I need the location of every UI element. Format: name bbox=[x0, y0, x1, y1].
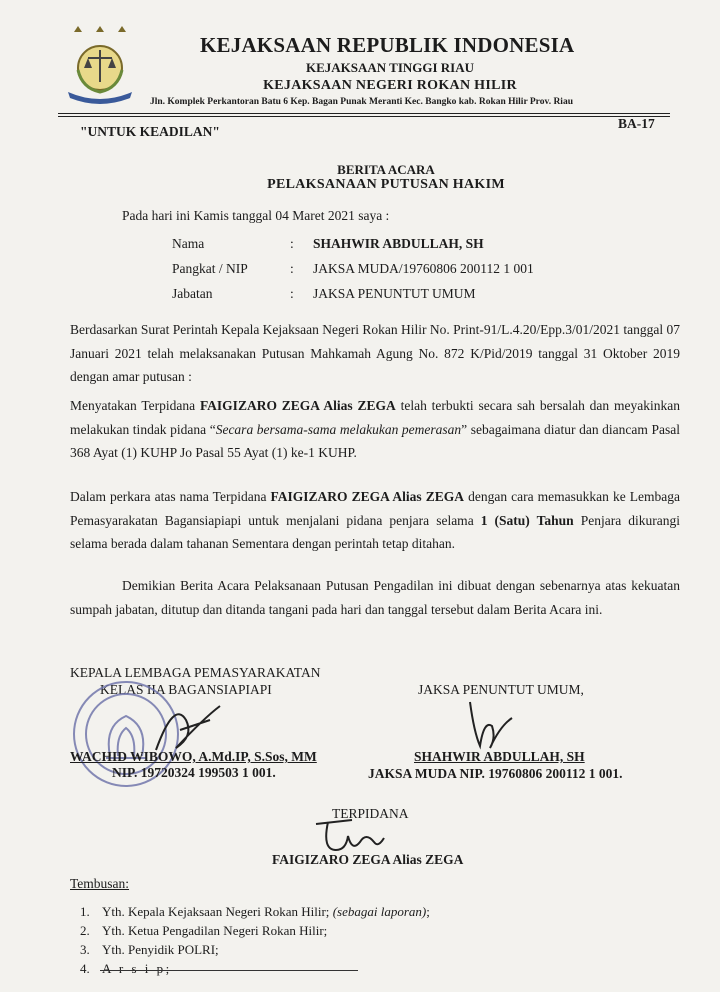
left-signer-nip: NIP. 19720324 199503 1 001. bbox=[112, 765, 276, 780]
paragraph-closing: Demikian Berita Acara Pelaksanaan Putusan Pengadilan ini dibuat dengan sebenarnya atas kekuatan sumpah jabatan, ditutup dan ditanda tangani pada hari dan tanggal tersebut dalam Berita Acara ini. bbox=[70, 578, 680, 617]
header-address: Jln. Komplek Perkantoran Batu 6 Kep. Bagan Punak Meranti Kec. Bangko kab. Rokan Hilir Prov. Riau bbox=[150, 97, 573, 107]
right-signer-nip: JAKSA MUDA NIP. 19760806 200112 1 001. bbox=[368, 766, 623, 781]
rank-colon: : bbox=[290, 261, 294, 276]
cc-item: 3. Yth. Penyidik POLRI; bbox=[80, 942, 219, 957]
defendant-name-2: FAIGIZARO ZEGA Alias ZEGA bbox=[270, 489, 465, 504]
name-label: Nama bbox=[172, 236, 205, 251]
cc-item: 4. A r s i p; bbox=[80, 961, 172, 976]
convict-title: TERPIDANA bbox=[332, 806, 409, 821]
doc-subtitle: PELAKSANAAN PUTUSAN HAKIM bbox=[267, 177, 505, 192]
cc-item: 1. Yth. Kepala Kejaksaan Negeri Rokan Hilir; (sebagai laporan); bbox=[80, 904, 430, 919]
paragraph-basis: Berdasarkan Surat Perintah Kepala Kejaksaan Negeri Rokan Hilir No. Print-91/L.4.20/Epp.3/01/2021 tanggal 07 Januari 2021 telah melaksanakan Putusan Mahkamah Agung No. 872 K/Pid/2019 tanggal 31 Oktober 2019 dengan amar putusan : bbox=[70, 322, 680, 384]
position-label: Jabatan bbox=[172, 286, 213, 301]
convict-name: FAIGIZARO ZEGA Alias ZEGA bbox=[272, 852, 464, 867]
right-signer-name: SHAHWIR ABDULLAH, SH bbox=[414, 749, 585, 764]
rank-value: JAKSA MUDA/19760806 200112 1 001 bbox=[313, 261, 534, 276]
cc-title: Tembusan: bbox=[70, 876, 130, 891]
left-signer-title2: KELAS IIA BAGANSIAPIAPI bbox=[100, 682, 272, 697]
defendant-name: FAIGIZARO ZEGA Alias ZEGA bbox=[199, 398, 396, 413]
doc-title: BERITA ACARA bbox=[337, 162, 435, 177]
position-value: JAKSA PENUNTUT UMUM bbox=[313, 286, 476, 301]
header-sub1: KEJAKSAAN TINGGI RIAU bbox=[305, 60, 475, 75]
form-code: BA-17 bbox=[618, 116, 655, 131]
offense-text: Secara bersama-sama melakukan pemerasan bbox=[215, 421, 462, 437]
left-signer-title1: KEPALA LEMBAGA PEMASYARAKATAN bbox=[70, 665, 321, 680]
name-colon: : bbox=[290, 236, 294, 251]
paragraph-verdict: Menyatakan Terpidana FAIGIZARO ZEGA Alias ZEGA telah terbukti secara sah bersalah dan meyakinkan melakukan tindak pidana “Secara bersama-sama melakukan pemerasan” sebagaimana diatur dan diancam Pasal 368 Ayat (1) KUHP Jo Pasal 55 Ayat (1) ke-1 KUHP. bbox=[70, 398, 680, 460]
rank-label: Pangkat / NIP bbox=[172, 261, 248, 276]
right-signature-scribble-icon bbox=[462, 698, 522, 756]
cc-item: 2. Yth. Ketua Pengadilan Negeri Rokan Hilir; bbox=[80, 923, 328, 938]
header-rule bbox=[58, 113, 670, 114]
cc-divider bbox=[100, 970, 358, 971]
header-sub2: KEJAKSAAN NEGERI ROKAN HILIR bbox=[263, 78, 517, 93]
left-signer-name: WACHID WIBOWO, A.Md.IP, S.Sos, MM bbox=[70, 749, 317, 764]
name-value: SHAHWIR ABDULLAH, SH bbox=[313, 236, 484, 251]
header-rule-thin bbox=[58, 116, 670, 117]
sentence-term: 1 (Satu) Tahun bbox=[480, 512, 574, 528]
motto: "UNTUK KEADILAN" bbox=[80, 124, 220, 139]
intro-line: Pada hari ini Kamis tanggal 04 Maret 2021 saya : bbox=[122, 208, 390, 223]
position-colon: : bbox=[290, 286, 294, 301]
cc-list bbox=[80, 902, 430, 978]
header-org: KEJAKSAAN REPUBLIK INDONESIA bbox=[200, 33, 575, 57]
paragraph-execution: Dalam perkara atas nama Terpidana FAIGIZARO ZEGA Alias ZEGA dengan cara memasukkan ke Lembaga Pemasyarakatan Bagansiapiapi untuk menjalani pidana penjara selama 1 (Satu) Tahun Penjara dikurangi selama berada dalam tahanan Sementara dengan perintah tetap ditahan. bbox=[70, 489, 680, 551]
convict-signature-scribble-icon bbox=[312, 814, 392, 856]
right-signer-title: JAKSA PENUNTUT UMUM, bbox=[418, 682, 584, 697]
